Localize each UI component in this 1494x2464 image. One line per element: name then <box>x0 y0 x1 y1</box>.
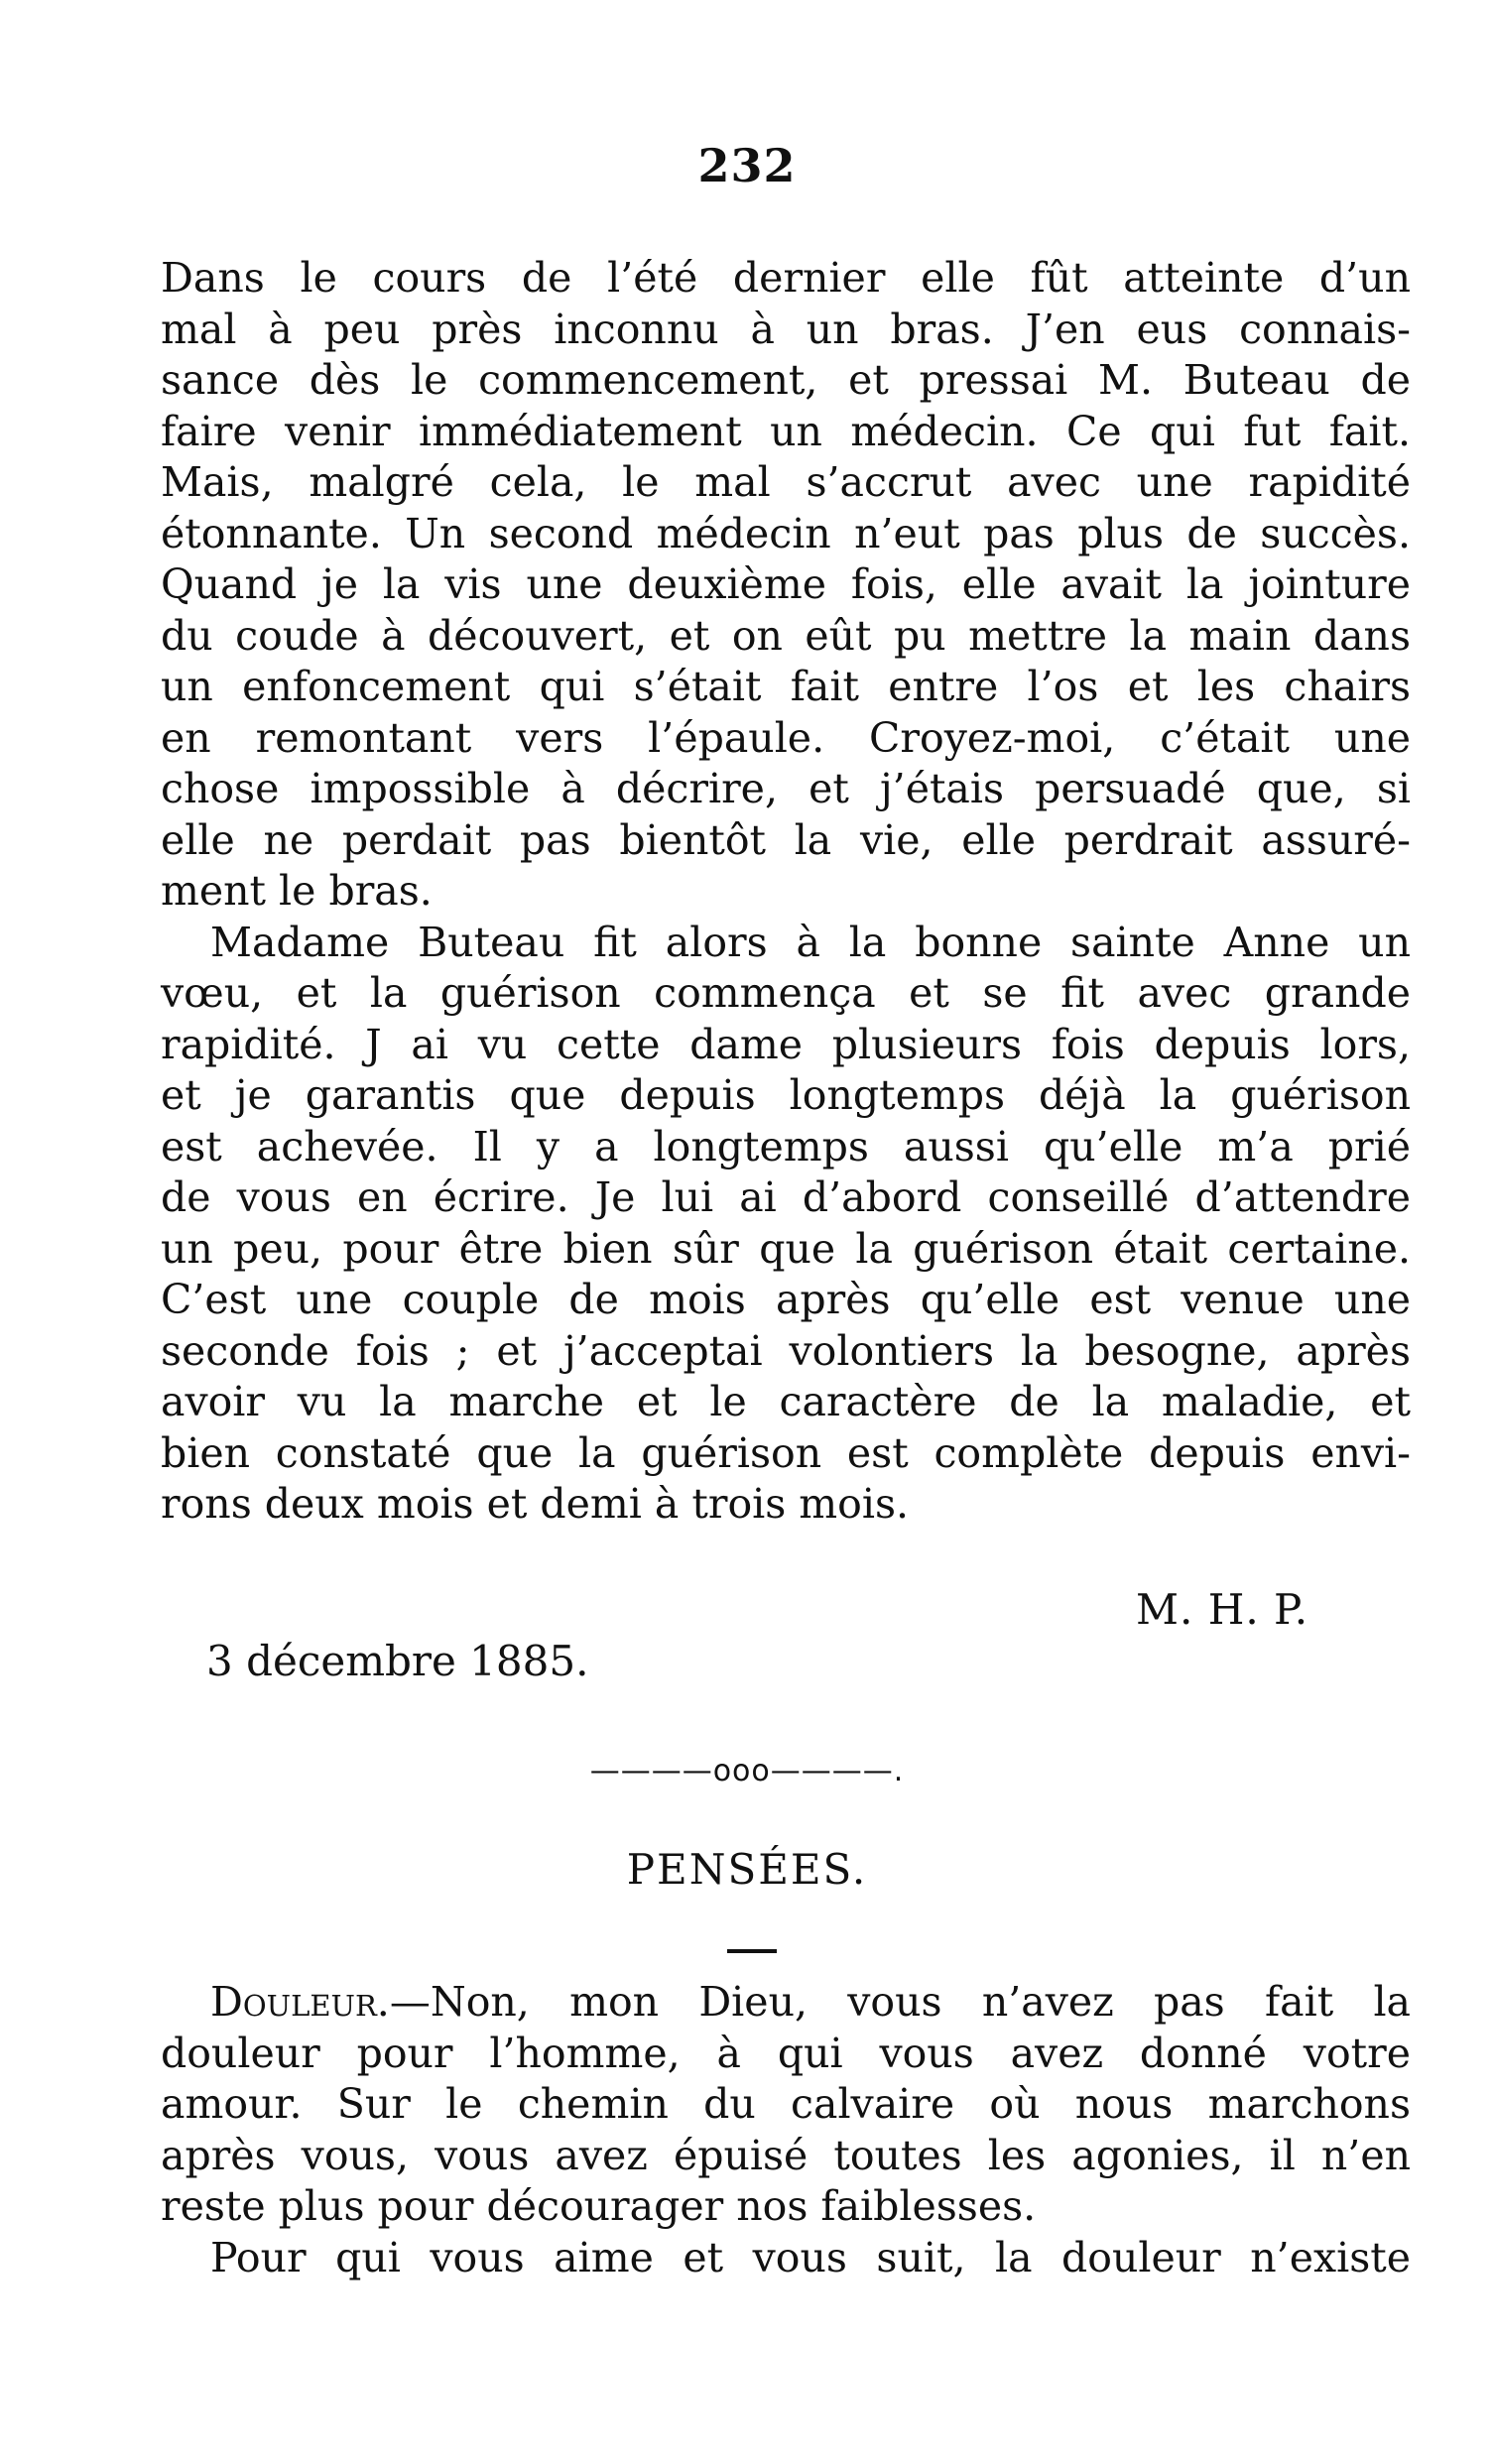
text-line: reste plus pour décourager nos faiblesses. <box>161 2182 1037 2230</box>
thought-heading: Douleur. <box>210 1978 390 2026</box>
text-line: seconde fois ; et j’acceptai volontiers la besogne, après <box>161 1326 1411 1375</box>
text-line: avoir vu la marche et le caractère de la maladie, et <box>161 1378 1411 1425</box>
text-line: un peu, pour être bien sûr que la guérison était certaine. <box>161 1224 1411 1273</box>
text-line: après vous, vous avez épuisé toutes les agonies, il n’en <box>161 2131 1411 2179</box>
title-rule <box>727 1949 777 1953</box>
text-line: Mais, malgré cela, le mal s’accrut avec une rapidité <box>161 458 1411 506</box>
text-line: Madame Buteau fit alors à la bonne sainte Anne un <box>210 918 1411 966</box>
signature-initials: M. H. P. <box>1136 1585 1309 1634</box>
text-line: bien constaté que la guérison est complète depuis envi- <box>161 1428 1411 1477</box>
text-line: rapidité. J ai vu cette dame plusieurs fois depuis lors, <box>161 1020 1411 1068</box>
text-line: Dans le cours de l’été dernier elle fût atteinte d’un <box>161 254 1411 302</box>
thought-first-line: —Non, mon Dieu, vous n’avez pas fait la <box>389 1978 1411 2026</box>
section-separator: ————ooo————. <box>589 1754 905 1788</box>
text-line: rons deux mois et demi à trois mois. <box>161 1480 910 1528</box>
text-line: est achevée. Il y a longtemps aussi qu’elle m’a prié <box>161 1122 1411 1170</box>
text-line: sance dès le commencement, et pressai M. Buteau de <box>161 356 1411 404</box>
text-line: vœu, et la guérison commença et se fit avec grande <box>161 969 1411 1017</box>
letter-date: 3 décembre 1885. <box>206 1637 589 1685</box>
text-line: faire venir immédiatement un médecin. Ce qui fut fait. <box>161 407 1411 455</box>
text-line: et je garantis que depuis longtemps déjà la guérison <box>161 1071 1411 1119</box>
text-line: chose impossible à décrire, et j’étais persuadé que, si <box>161 765 1411 812</box>
text-line: mal à peu près inconnu à un bras. J’en eus connais- <box>161 305 1411 353</box>
text-line: Pour qui vous aime et vous suit, la douleur n’existe <box>210 2233 1411 2281</box>
text-line: Quand je la vis une deuxième fois, elle avait la jointure <box>161 560 1411 608</box>
text-line: ment le bras. <box>161 867 433 915</box>
text-line: douleur pour l’homme, à qui vous avez donné votre <box>161 2029 1411 2077</box>
page-number: 232 <box>697 139 797 192</box>
text-line: un enfoncement qui s’était fait entre l’os et les chairs <box>161 663 1411 710</box>
text-line: elle ne perdait pas bientôt la vie, elle perdrait assuré- <box>161 815 1411 864</box>
thoughts-text <box>161 1977 1411 2283</box>
text-line: en remontant vers l’épaule. Croyez-moi, c’était une <box>161 713 1411 762</box>
text-line: amour. Sur le chemin du calvaire où nous marchons <box>161 2080 1411 2128</box>
text-line: C’est une couple de mois après qu’elle est venue une <box>161 1276 1411 1323</box>
section-title: PENSÉES. <box>626 1845 868 1894</box>
text-line: de vous en écrire. Je lui ai d’abord conseillé d’attendre <box>161 1173 1411 1221</box>
letter-text <box>161 253 1411 1531</box>
text-line: du coude à découvert, et on eût pu mettre la main dans <box>161 611 1411 660</box>
text-line: étonnante. Un second médecin n’eut pas plus de succès. <box>161 509 1411 557</box>
text-line <box>161 1977 1411 2029</box>
